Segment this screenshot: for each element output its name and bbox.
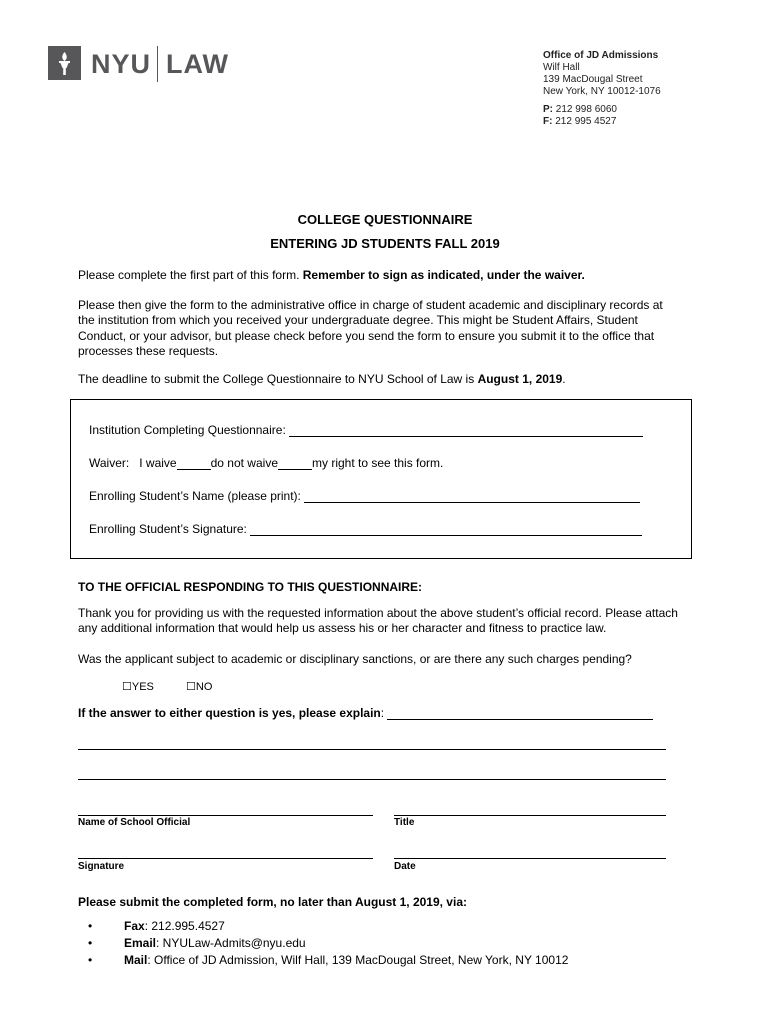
no-label: NO — [195, 681, 213, 693]
no-checkbox-option[interactable] — [186, 680, 212, 693]
student-signature-row — [89, 522, 642, 536]
list-item: • Email: NYULaw-Admits@nyu.edu — [88, 936, 306, 950]
waive-blank[interactable] — [177, 456, 211, 470]
official-signature-line[interactable] — [78, 858, 373, 859]
explain-row — [78, 706, 653, 720]
institution-input[interactable] — [289, 423, 643, 437]
institution-label: Institution Completing Questionnaire: — [89, 423, 286, 437]
logo-text-law: LAW — [166, 49, 229, 79]
do-not-waive-blank[interactable] — [278, 456, 312, 470]
phone-value: 212 998 6060 — [555, 104, 617, 115]
submit-heading: Please submit the completed form, no later than August 1, 2019, via: — [78, 895, 467, 909]
waiver-end: my right to see this form. — [312, 456, 444, 470]
page-subtitle: ENTERING JD STUDENTS FALL 2019 — [270, 236, 500, 251]
intro-paragraph-1 — [78, 268, 678, 283]
waiver-option-waive: I waive — [139, 456, 177, 470]
deadline-date: August 1, 2019 — [477, 372, 563, 386]
official-heading: TO THE OFFICIAL RESPONDING TO THIS QUESTIONNAIRE: — [78, 580, 423, 594]
official-title-line[interactable] — [394, 815, 666, 816]
page-title: COLLEGE QUESTIONNAIRE — [297, 212, 473, 227]
student-name-label: Enrolling Student’s Name (please print): — [89, 489, 301, 503]
official-signature-label: Signature — [78, 861, 125, 872]
office-name: Office of JD Admissions — [543, 50, 659, 61]
official-name-label: Name of School Official — [78, 817, 191, 828]
intro-paragraph-2: Please then give the form to the administrative office in charge of student academic and disciplinary records at the institution from which you received your undergraduate degree. This might be Student Affairs, Student Conduct, or your advisor, but please check before you send the form to ensure you submit it to the office that processes these requests. — [78, 298, 663, 359]
fax-line — [543, 116, 661, 128]
explain-colon: : — [380, 706, 385, 720]
address-line: New York, NY 10012-1076 — [543, 86, 661, 97]
fax-label: F: — [543, 116, 553, 127]
waiver-row — [89, 456, 443, 470]
fax-method-value: : 212.995.4527 — [144, 919, 225, 933]
phone-label: P: — [543, 104, 553, 115]
yes-checkbox-option[interactable] — [122, 680, 154, 693]
deadline-text: The deadline to submit the College Questionnaire to NYU School of Law is — [78, 372, 478, 386]
waiver-label: Waiver: — [89, 456, 130, 470]
yes-label: YES — [131, 681, 154, 693]
student-name-input[interactable] — [304, 489, 640, 503]
official-title-label: Title — [394, 817, 415, 828]
student-signature-input[interactable] — [250, 522, 642, 536]
deadline-end: . — [562, 372, 566, 386]
email-method-label: Email — [124, 936, 157, 950]
waiver-option-do-not-waive: do not waive — [210, 456, 278, 470]
torch-logo-icon — [48, 46, 81, 80]
mail-method-value: : Office of JD Admission, Wilf Hall, 139 MacDougal Street, New York, NY 10012 — [147, 953, 569, 967]
intro-bold-text: Remember to sign as indicated, under the waiver. — [302, 268, 585, 282]
address-line: Wilf Hall — [543, 62, 580, 73]
address-line: 139 MacDougal Street — [543, 74, 643, 85]
list-item: • Fax: 212.995.4527 — [88, 919, 225, 933]
checkbox-icon[interactable]: ☐ — [122, 681, 132, 693]
list-item: • Mail: Office of JD Admission, Wilf Hall, 139 MacDougal Street, New York, NY 10012 — [88, 953, 569, 967]
logo-text-nyu: NYU — [91, 49, 152, 79]
official-thanks-paragraph: Thank you for providing us with the requested information about the above student’s official record. Please attach any additional information that would help us assess his or her character and fitness to practice law. — [78, 606, 678, 636]
email-method-value[interactable]: : NYULaw-Admits@nyu.edu — [156, 936, 306, 950]
official-date-line[interactable] — [394, 858, 666, 859]
fax-method-label: Fax — [124, 919, 145, 933]
submit-methods-list — [88, 918, 568, 969]
fax-value: 212 995 4527 — [555, 116, 617, 127]
phone-line — [543, 104, 661, 116]
sanctions-question: Was the applicant subject to academic or disciplinary sanctions, or are there any such charges pending? — [78, 652, 632, 666]
official-date-label: Date — [394, 861, 416, 872]
intro-text: Please complete the first part of this form. — [78, 268, 303, 282]
explain-label: If the answer to either question is yes, please explain — [78, 706, 381, 720]
explain-line-2[interactable] — [78, 749, 666, 750]
institution-field-row — [89, 423, 643, 437]
office-address — [543, 50, 661, 128]
explain-line-3[interactable] — [78, 779, 666, 780]
logo-divider — [157, 46, 158, 82]
checkbox-icon[interactable]: ☐ — [186, 681, 196, 693]
official-name-line[interactable] — [78, 815, 373, 816]
student-section-box — [70, 399, 692, 559]
intro-paragraph-3 — [78, 372, 678, 387]
student-signature-label: Enrolling Student’s Signature: — [89, 522, 247, 536]
explain-input[interactable] — [387, 706, 653, 720]
mail-method-label: Mail — [124, 953, 148, 967]
student-name-row — [89, 489, 640, 503]
